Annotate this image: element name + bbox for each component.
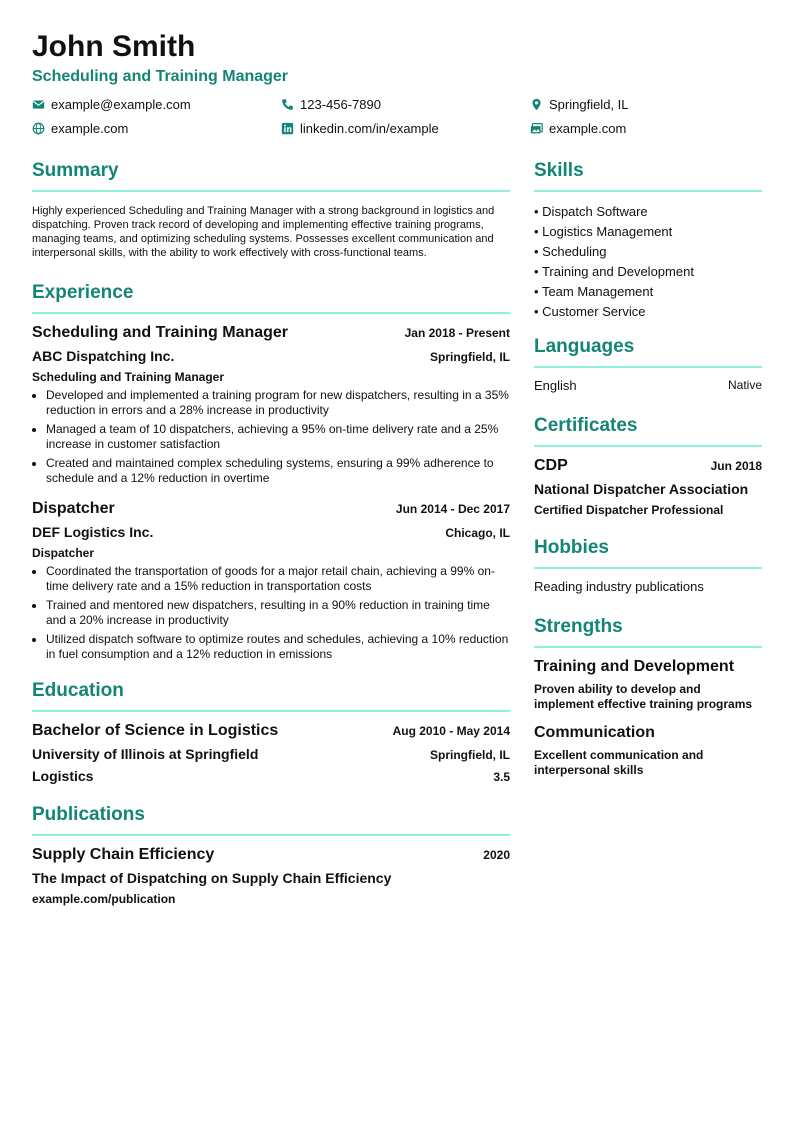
education-entry xyxy=(32,722,510,784)
experience-entry xyxy=(32,324,510,486)
contact-text: example.com xyxy=(51,120,129,136)
bullet-item: • Created and maintained complex scheduling systems, ensuring a 99% adherence to schedule and a 12% reduction in overtime xyxy=(46,456,510,486)
certificate-entry xyxy=(534,457,762,517)
contact-linkedin[interactable] xyxy=(281,120,530,136)
certificates-section xyxy=(534,415,762,517)
contact-portfolio[interactable] xyxy=(530,120,762,136)
section-title-summary: Summary xyxy=(32,160,510,192)
gpa: 3.5 xyxy=(493,770,510,784)
candidate-role: Scheduling and Training Manager xyxy=(32,68,289,85)
skill-item: • Team Management xyxy=(534,282,762,302)
left-column xyxy=(32,160,510,920)
job-date: Jun 2014 - Dec 2017 xyxy=(395,502,510,516)
bullet-item: • Developed and implemented a training program for new dispatchers, resulting in a 35% reduction in errors and a 28% increase in productivity xyxy=(46,388,510,418)
school-name: University of Illinois at Springfield xyxy=(32,746,259,762)
certificate-date: Jun 2018 xyxy=(710,459,762,473)
portfolio-icon xyxy=(530,122,543,135)
skill-item: • Logistics Management xyxy=(534,222,762,242)
languages-section xyxy=(534,336,762,393)
certificate-issuer: National Dispatcher Association xyxy=(534,481,749,497)
job-location: Chicago, IL xyxy=(445,526,510,540)
school-location: Springfield, IL xyxy=(430,748,510,762)
bullet-item: • Coordinated the transportation of goods for a major retail chain, achieving a 99% on-time delivery rate and a 15% reduction in transportation costs xyxy=(46,564,510,594)
summary-text: Highly experienced Scheduling and Training Manager with a strong background in logistics and dispatching. Proven track record of developing and implementing effective training programs, managing teams, and optimizing scheduling systems. Possesses excellent communication and interpersonal skills, with the ability to work effectively with cross-functional teams. xyxy=(32,205,495,259)
contact-email[interactable] xyxy=(32,96,281,112)
publications-section xyxy=(32,804,510,906)
field-of-study: Logistics xyxy=(32,768,94,784)
degree: Bachelor of Science in Logistics xyxy=(32,722,279,739)
skills-section xyxy=(534,160,762,322)
section-title-languages: Languages xyxy=(534,336,762,368)
certificate-desc: Certified Dispatcher Professional xyxy=(534,503,724,517)
job-location: Springfield, IL xyxy=(430,350,510,364)
language-row xyxy=(534,378,762,393)
contact-text: linkedin.com/in/example xyxy=(300,120,439,136)
bullet-item: • Utilized dispatch software to optimize routes and schedules, achieving a 10% reduction in fuel consumption and a 12% reduction in emissions xyxy=(46,632,510,662)
contact-text: Springfield, IL xyxy=(549,96,629,112)
email-icon xyxy=(32,98,45,111)
section-title-skills: Skills xyxy=(534,160,762,192)
publication-subtitle: The Impact of Dispatching on Supply Chain Efficiency xyxy=(32,870,392,886)
right-column xyxy=(534,160,762,790)
section-title-certificates: Certificates xyxy=(534,415,762,447)
skills-list xyxy=(534,202,762,322)
phone-icon xyxy=(281,98,294,111)
contact-text: example.com xyxy=(549,120,627,136)
education-section xyxy=(32,680,510,784)
job-subtitle: Scheduling and Training Manager xyxy=(32,370,225,384)
job-title: Dispatcher xyxy=(32,500,115,517)
location-icon xyxy=(530,98,543,111)
certificate-name: CDP xyxy=(534,457,568,474)
skill-item: • Dispatch Software xyxy=(534,202,762,222)
job-date: Jan 2018 - Present xyxy=(404,326,510,340)
resume-header xyxy=(32,30,762,136)
globe-icon xyxy=(32,122,45,135)
company-name: DEF Logistics Inc. xyxy=(32,524,154,540)
section-title-education: Education xyxy=(32,680,510,712)
candidate-name: John Smith xyxy=(32,30,196,63)
skill-item: • Training and Development xyxy=(534,262,762,282)
section-title-strengths: Strengths xyxy=(534,616,762,648)
summary-section xyxy=(32,160,510,260)
section-title-publications: Publications xyxy=(32,804,510,836)
publication-title: Supply Chain Efficiency xyxy=(32,846,215,863)
language-level: Native xyxy=(727,378,762,392)
hobby-item: Reading industry publications xyxy=(534,579,704,594)
contact-phone[interactable] xyxy=(281,96,530,112)
contact-location xyxy=(530,96,762,112)
strength-name: Training and Development xyxy=(534,658,735,675)
contact-website[interactable] xyxy=(32,120,281,136)
skill-item: • Scheduling xyxy=(534,242,762,262)
company-name: ABC Dispatching Inc. xyxy=(32,348,175,364)
publication-link[interactable]: example.com/publication xyxy=(32,892,176,906)
job-bullets xyxy=(32,564,510,662)
job-title: Scheduling and Training Manager xyxy=(32,324,289,341)
job-bullets xyxy=(32,388,510,486)
section-title-experience: Experience xyxy=(32,282,510,314)
skill-item: • Customer Service xyxy=(534,302,762,322)
linkedin-icon xyxy=(281,122,294,135)
publication-year: 2020 xyxy=(483,848,510,862)
strength-entry xyxy=(534,658,762,712)
strength-entry xyxy=(534,724,762,778)
experience-entry xyxy=(32,500,510,662)
contact-text: 123-456-7890 xyxy=(300,96,381,112)
strength-name: Communication xyxy=(534,724,655,741)
education-date: Aug 2010 - May 2014 xyxy=(392,724,510,738)
bullet-item: • Trained and mentored new dispatchers, resulting in a 90% reduction in training time and a 20% increase in productivity xyxy=(46,598,510,628)
bullet-item: • Managed a team of 10 dispatchers, achieving a 95% on-time delivery rate and a 25% increase in customer satisfaction xyxy=(46,422,510,452)
hobbies-section xyxy=(534,537,762,594)
contact-list xyxy=(32,96,762,136)
strength-desc: Excellent communication and interpersonal skills xyxy=(534,748,704,777)
job-subtitle: Dispatcher xyxy=(32,546,95,560)
contact-text: example@example.com xyxy=(51,96,191,112)
section-title-hobbies: Hobbies xyxy=(534,537,762,569)
language-name: English xyxy=(534,378,577,393)
publication-entry xyxy=(32,846,510,906)
strengths-section xyxy=(534,616,762,778)
experience-section xyxy=(32,282,510,662)
strength-desc: Proven ability to develop and implement effective training programs xyxy=(534,682,753,711)
